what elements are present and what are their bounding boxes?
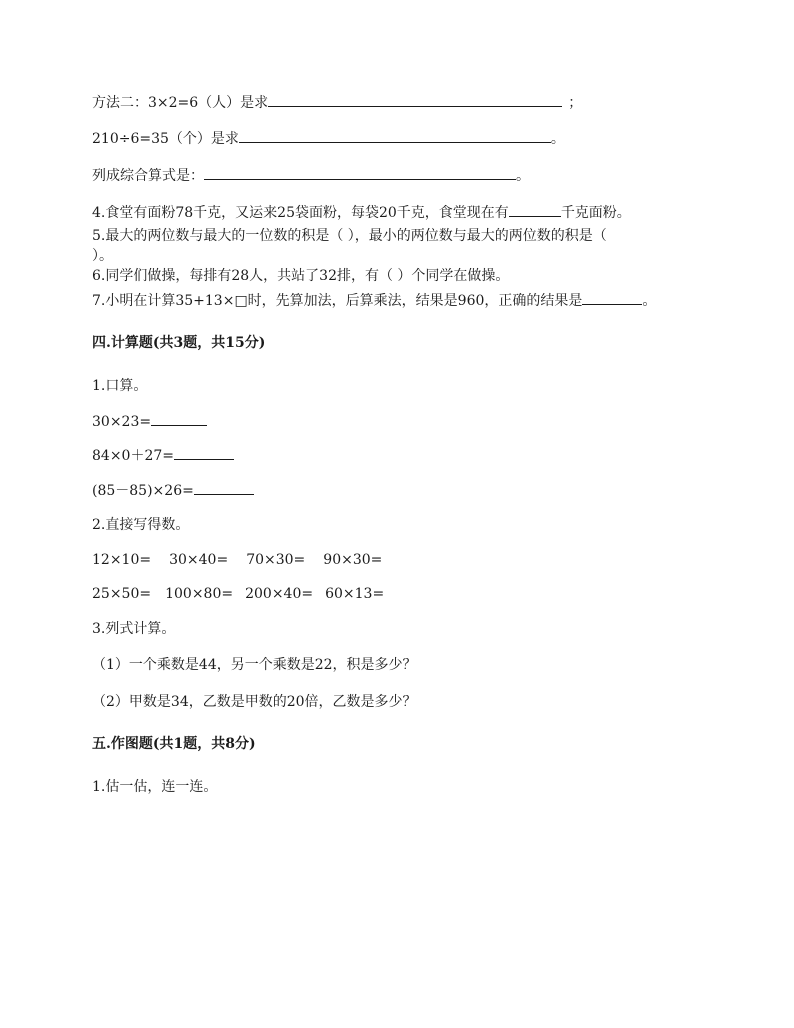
question-4-unit: 千克面粉。 (560, 205, 631, 221)
method2-suffix: ； (568, 95, 583, 111)
question-4-text: 4.食堂有面粉78千克，又运来25袋面粉，每袋20千克，食堂现在有 (92, 205, 509, 221)
combined-formula-line (92, 165, 530, 186)
direct-answer-row-1 (92, 550, 382, 570)
question-6: 6.同学们做操，每排有28人，共站了32排，有（ ）个同学在做操。 (92, 268, 510, 284)
combined-suffix: 。 (516, 168, 530, 184)
combined-prefix: 列成综合算式是： (92, 168, 204, 184)
oral-calc-item-2 (92, 445, 234, 466)
question-4 (92, 202, 631, 223)
direct-answer-item: 25×50= (92, 586, 152, 602)
formula-calc-item-2: （2）甲数是34，乙数是甲数的20倍，乙数是多少？ (92, 694, 417, 710)
question-7-suffix: 。 (642, 293, 657, 309)
direct-answer-item: 70×30= (246, 552, 306, 568)
oral-calc-item-3 (92, 480, 254, 501)
direct-answer-item: 30×40= (169, 552, 229, 568)
combined-answer-blank[interactable] (204, 165, 516, 180)
formula-calc-item-1: （1）一个乘数是44，另一个乘数是22，积是多少？ (92, 657, 417, 673)
division-answer-blank[interactable] (239, 128, 551, 143)
section-4-q1-title: 1.口算。 (92, 378, 148, 394)
direct-answer-item: 12×10= (92, 552, 152, 568)
method2-prefix: 方法二：3×2=6（人）是求 (92, 95, 269, 111)
oral-calc-answer-blank[interactable] (151, 411, 207, 426)
method2-line (92, 92, 582, 113)
section-4-q2-title: 2.直接写得数。 (92, 517, 190, 533)
oral-calc-expression: 84×0＋27= (92, 448, 174, 464)
question-7 (92, 290, 656, 311)
direct-answer-row-2 (92, 584, 384, 604)
section-4-title: 四.计算题(共3题，共15分) (92, 335, 266, 351)
section-5-q1-title: 1.估一估，连一连。 (92, 779, 218, 795)
division-line (92, 128, 565, 149)
section-5-title: 五.作图题(共1题，共8分) (92, 736, 256, 752)
direct-answer-item: 60×13= (325, 586, 385, 602)
question-7-blank[interactable] (582, 290, 642, 305)
question-4-blank[interactable] (509, 202, 561, 217)
division-suffix: 。 (550, 131, 565, 147)
question-5-line-1: 5.最大的两位数与最大的一位数的积是（ ），最小的两位数与最大的两位数的积是（ (92, 228, 607, 244)
oral-calc-expression: 30×23= (92, 414, 152, 430)
direct-answer-item: 100×80= (165, 586, 234, 602)
oral-calc-item-1 (92, 411, 207, 432)
division-prefix: 210÷6=35（个）是求 (92, 131, 239, 147)
section-4-q3-title: 3.列式计算。 (92, 621, 176, 637)
question-5-line-2: ）。 (92, 248, 113, 264)
question-7-text: 7.小明在计算35+13×□时，先算加法，后算乘法，结果是960，正确的结果是 (92, 293, 583, 309)
oral-calc-answer-blank[interactable] (194, 480, 254, 495)
direct-answer-item: 200×40= (245, 586, 314, 602)
direct-answer-item: 90×30= (323, 552, 383, 568)
oral-calc-answer-blank[interactable] (174, 445, 234, 460)
method2-answer-blank[interactable] (268, 92, 562, 107)
oral-calc-expression: (85－85)×26= (92, 483, 194, 499)
